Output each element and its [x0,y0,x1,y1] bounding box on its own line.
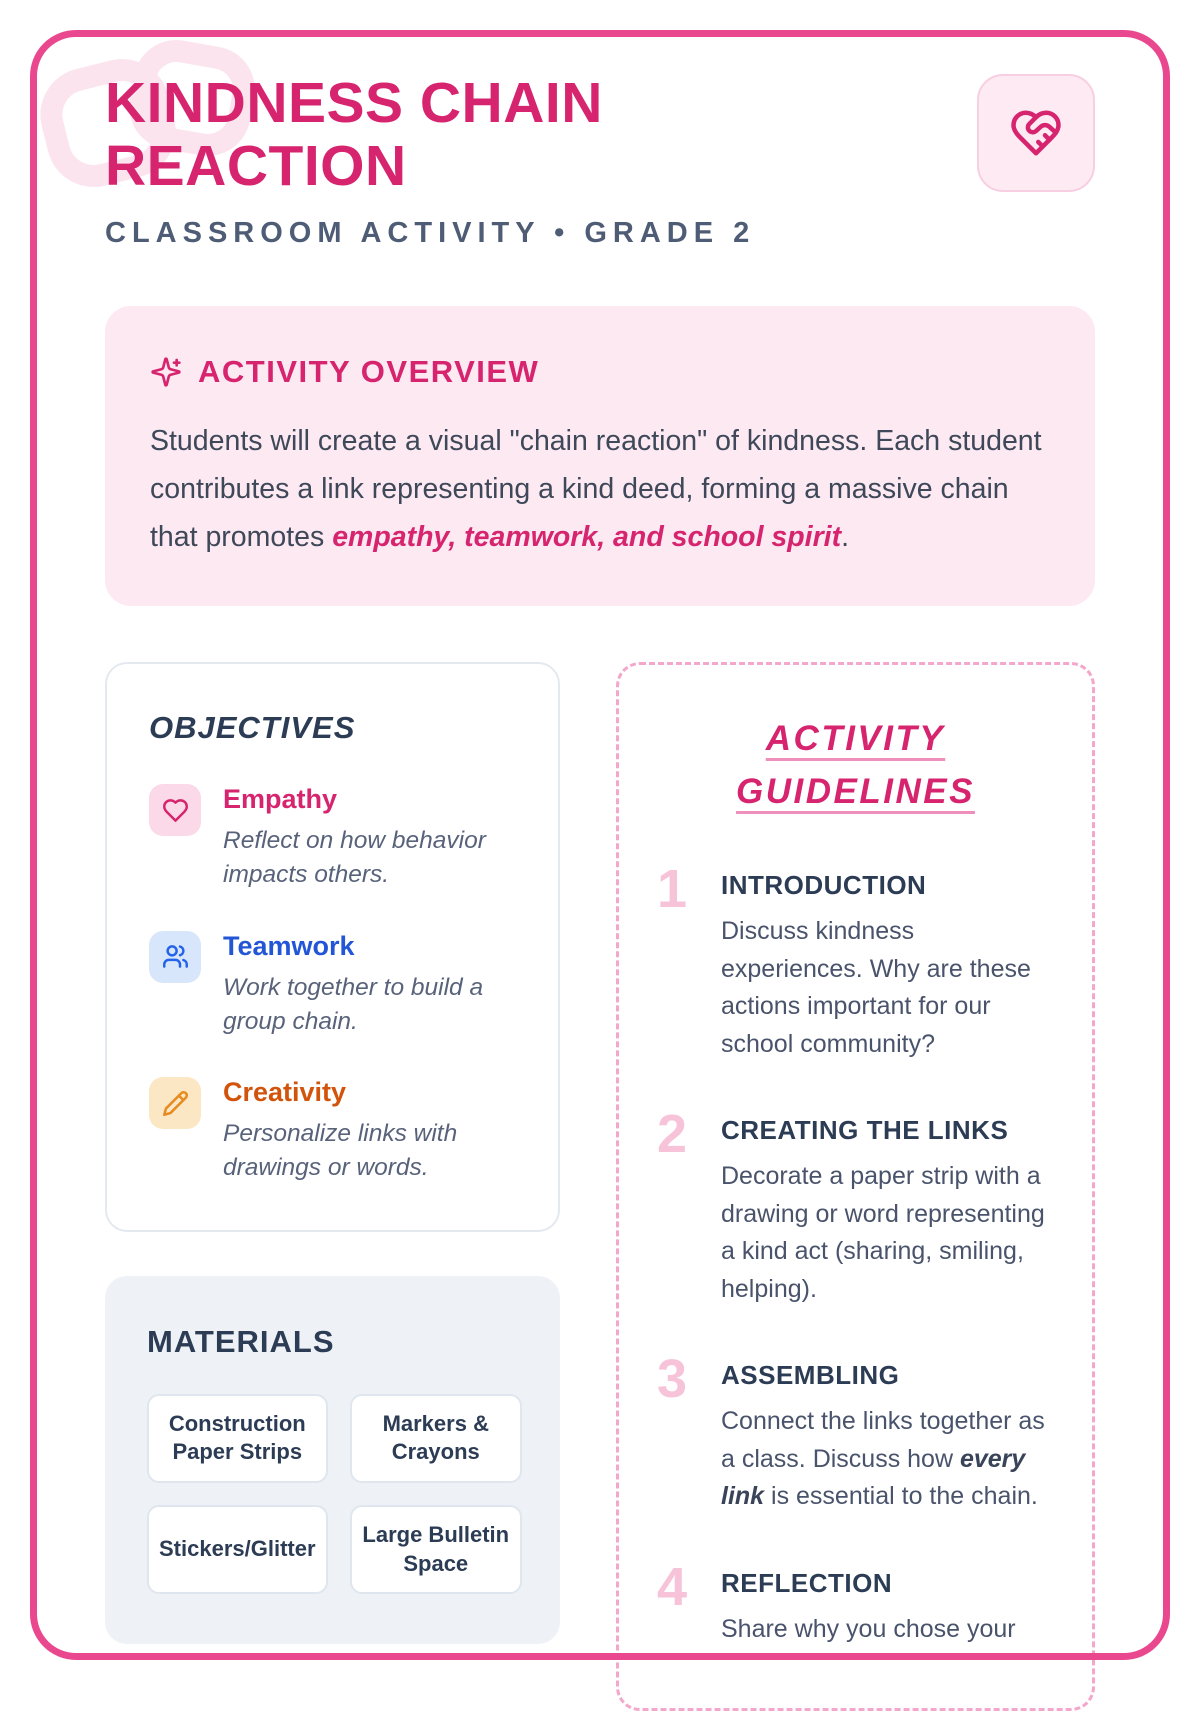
objective-creativity-label: Creativity [223,1077,347,1108]
heart-icon [149,784,201,836]
heart-hands-badge [977,74,1095,192]
objective-teamwork-text [223,931,503,1040]
step-body [721,1354,1054,1516]
step-text-post: is essential to the chain. [764,1482,1038,1510]
step-body [721,1562,1016,1649]
overview-heading-label: ACTIVITY OVERVIEW [198,354,540,390]
page-subtitle: CLASSROOM ACTIVITY • GRADE 2 [105,217,756,250]
objective-teamwork-desc: Work together to build a group chain. [223,973,484,1035]
right-column [616,662,1095,1711]
step-text [721,1158,1054,1308]
heart-handshake-icon [1009,106,1063,160]
header-text [105,72,765,250]
overview-text-end: . [841,521,850,554]
overview-text-emphasis: empathy, teamwork, and school spirit [332,521,842,554]
step-text-pre: Connect the links together as a class. Discuss how [721,1407,1045,1473]
objective-empathy-desc: Reflect on how behavior impacts others. [223,827,486,889]
guideline-step-4 [657,1556,1054,1649]
step-text-pre: Share why you chose your [721,1614,1016,1643]
objectives-heading: OBJECTIVES [149,710,356,745]
overview-text-start: Students will create a visual "chain reaction" of kindness. Each student contributes a link representing a kind deed, forming a massive chain that promotes [150,425,1042,554]
step-number: 1 [657,859,688,919]
guidelines-heading-line2: GUIDELINES [736,771,975,811]
objective-empathy-text [223,784,503,893]
step-number: 2 [657,1104,688,1164]
users-icon [149,931,201,983]
step-text-pre: Decorate a paper strip with a drawing or word representing a kind act (sharing, smiling, helping). [721,1162,1045,1303]
step-text [721,1611,1016,1649]
sparkles-icon [150,356,182,388]
guideline-step-2 [657,1104,1054,1308]
objective-item-creativity [149,1077,518,1186]
guideline-step-3 [657,1349,1054,1516]
step-body [721,1109,1054,1308]
header [105,72,1095,250]
guidelines-card [616,662,1095,1711]
material-chip: Large Bulletin Space [350,1505,522,1594]
left-column [105,662,560,1644]
material-chip: Markers & Crayons [350,1394,522,1483]
page-title: KINDNESS CHAIN REACTION [105,71,603,198]
objective-item-empathy [149,784,518,893]
materials-grid [147,1394,522,1594]
step-body [721,864,1054,1063]
objectives-card [105,662,560,1232]
step-title: CREATING THE LINKS [721,1115,1009,1145]
objective-creativity-desc: Personalize links with drawings or words. [223,1120,458,1182]
step-number: 4 [657,1556,688,1617]
step-title: ASSEMBLING [721,1360,900,1390]
materials-heading: MATERIALS [147,1323,335,1359]
step-text-pre: Discuss kindness experiences. Why are these actions important for our school community? [721,917,1031,1058]
guideline-step-1 [657,859,1054,1063]
objective-creativity-text [223,1077,503,1186]
step-title: REFLECTION [721,1567,893,1598]
material-chip: Construction Paper Strips [147,1394,328,1483]
objective-item-teamwork [149,931,518,1040]
pencil-icon [149,1077,201,1129]
overview-heading [150,354,1050,390]
step-text-em: every link [721,1444,1026,1510]
step-title: INTRODUCTION [721,870,927,900]
step-text [721,913,1054,1063]
two-column-layout [105,662,1095,1711]
material-chip: Stickers/Glitter [147,1505,328,1594]
step-number: 3 [657,1349,688,1409]
guidelines-heading [657,713,1054,818]
activity-overview-card [105,306,1095,606]
objective-empathy-label: Empathy [223,784,338,814]
step-text [721,1403,1054,1516]
materials-card [105,1276,560,1644]
guidelines-heading-line1: ACTIVITY [765,719,946,758]
objective-teamwork-label: Teamwork [223,930,355,961]
overview-text [150,418,1050,562]
